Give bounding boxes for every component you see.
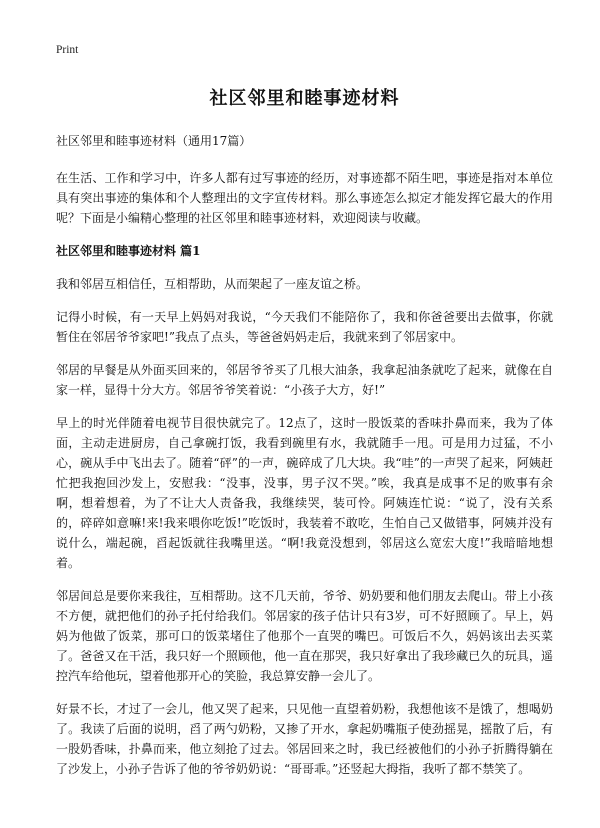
body-paragraph: 好景不长，才过了一会儿，他又哭了起来，只见他一直望着奶粉，我想他该不是饿了，想喝奶了。我读了后面的说明，舀了两勺奶粉，又掺了开水，拿起奶嘴瓶子使劲摇晃，摇散了后，有一股奶香味，扑鼻而来，他立刻抢了过去。邻居回来之时，我已经被他们的小孙子折腾得躺在了沙发上，小孙子告诉了他的爷爷奶奶说：“哥哥乖。”还竖起大拇指，我听了都不禁笑了。 bbox=[56, 702, 553, 776]
print-link[interactable]: Print bbox=[56, 44, 79, 56]
body-paragraph: 早上的时光伴随着电视节目很快就完了。12点了，这时一股饭菜的香味扑鼻而来，我为了体面，主动走进厨房，自己拿碗打饭，我看到碗里有水，我就随手一甩。可是用力过猛，不小心，碗从手中飞出去了。随着“砰”的一声，碗碎成了几大块。我“哇”的一声哭了起来，阿姨赶忙把我抱回沙发上，安慰我：“没事，没事，男子汉不哭。”唉，我真是成事不足的败事有余啊，想着想着，为了不让大人责备我，我继续哭，装可怜。阿姨连忙说：“说了，没有关系的，碎碎如意嘛!来!我来喂你吃饭!”吃饭时，我装着不敢吃，生怕自己又做错事，阿姨并没有说什么，端起碗，舀起饭就往我嘴里送。“啊!我竟没想到，邻居这么宽宏大度!”我暗暗地想着。 bbox=[56, 416, 553, 570]
page-title: 社区邻里和睦事迹材料 bbox=[209, 88, 400, 109]
body-paragraph: 记得小时候，有一天早上妈妈对我说，“今天我们不能陪你了，我和你爸爸要出去做事，你就暂住在邻居爷爷家吧!”我点了点头，等爸爸妈妈走后，我就来到了邻居家中。 bbox=[56, 310, 553, 344]
document-subtitle: 社区邻里和睦事迹材料（通用17篇） bbox=[56, 134, 252, 148]
body-paragraph: 我和邻居互相信任，互相帮助，从而架起了一座友谊之桥。 bbox=[56, 277, 369, 291]
document-body bbox=[56, 84, 553, 792]
section-heading: 社区邻里和睦事迹材料 篇1 bbox=[56, 244, 201, 258]
body-paragraph: 邻居间总是要你来我往，互相帮助。这不几天前，爷爷、奶奶要和他们朋友去爬山。带上小孩不方便，就把他们的孙子托付给我们。邻居家的孩子估计只有3岁，可不好照顾了。早上，妈妈为他做了饭菜，那可口的饭菜堵住了他那个一直哭的嘴巴。可饭后不久，妈妈该出去买菜了。爸爸又在干活，我只好一个照顾他，他一直在那哭，我只好拿出了我珍藏已久的玩具，遥控汽车给他玩，望着他那开心的笑脸，我总算安静一会儿了。 bbox=[56, 589, 553, 683]
body-paragraph: 邻居的早餐是从外面买回来的，邻居爷爷买了几根大油条，我拿起油条就吃了起来，就像在自家一样，显得十分大方。邻居爷爷笑着说：“小孩子大方，好!” bbox=[56, 363, 553, 397]
intro-paragraph: 在生活、工作和学习中，许多人都有过写事迹的经历，对事迹都不陌生吧，事迹是指对本单位具有突出事迹的集体和个人整理出的文字宣传材料。那么事迹怎么拟定才能发挥它最大的作用呢？下面是小编精心整理的社区邻里和睦事迹材料，欢迎阅读与收藏。 bbox=[56, 171, 553, 225]
